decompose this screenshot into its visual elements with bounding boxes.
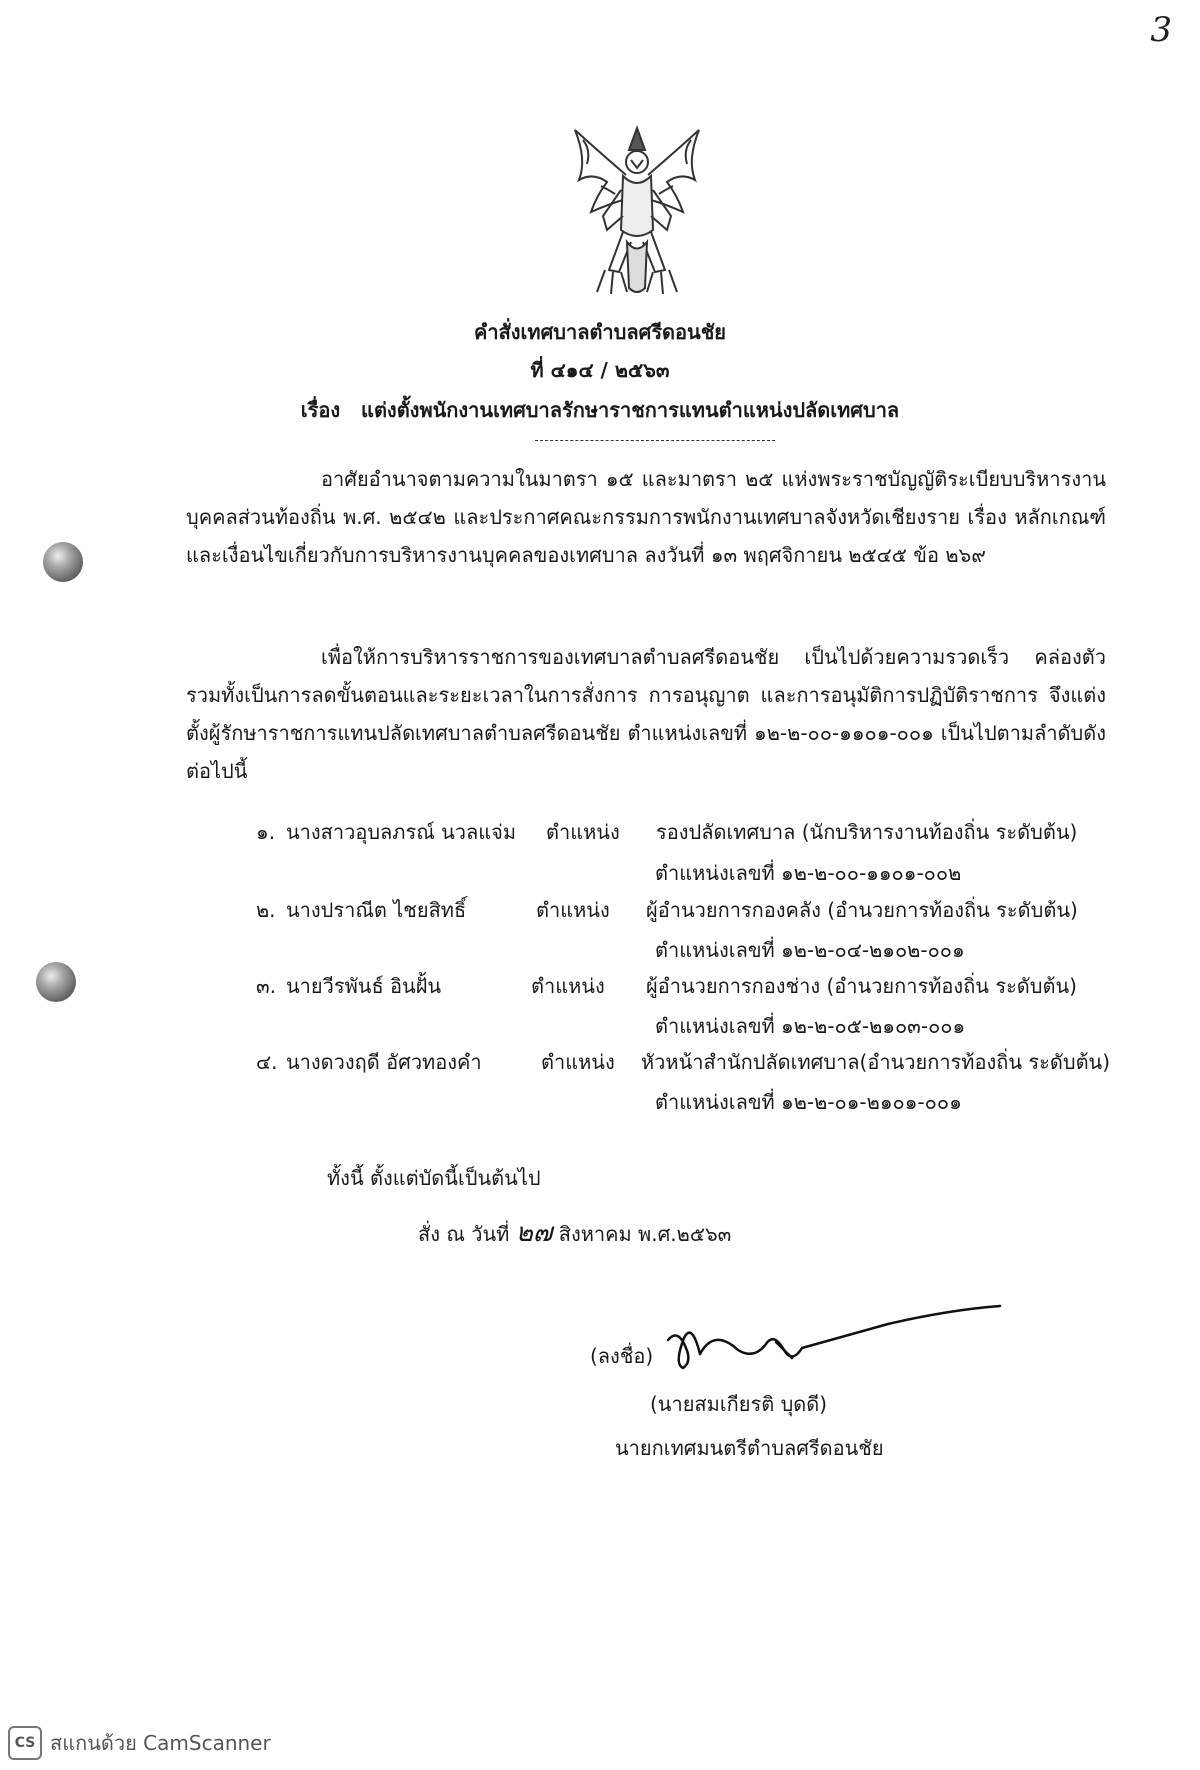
appointee-position: รองปลัดเทศบาล (นักบริหารงานท้องถิ่น ระดับต้น) (656, 820, 1078, 844)
given-month-year: สิงหาคม พ.ศ.๒๕๖๓ (558, 1222, 732, 1246)
order-number: ที่ ๔๑๔ / ๒๕๖๓ (530, 358, 670, 382)
position-number: ตำแหน่งเลขที่ ๑๒-๒-๐๔-๒๑๐๒-๐๐๑ (655, 938, 965, 962)
appointee-position: ผู้อำนวยการกองคลัง (อำนวยการท้องถิ่น ระดับต้น) (646, 898, 1078, 922)
appointee-number: ๔. (256, 1050, 278, 1074)
appointee-number: ๓. (256, 974, 277, 998)
signer-name: (นายสมเกียรติ บุดดี) (650, 1392, 828, 1416)
position-label: ตำแหน่ง (541, 1050, 615, 1074)
camscanner-logo-icon: CS (8, 1726, 42, 1760)
punch-hole-top (43, 542, 83, 582)
signer-title: นายกเทศมนตรีตำบลศรีดอนชัย (615, 1436, 884, 1460)
paragraph-authority (186, 460, 1106, 574)
appointee-position: ผู้อำนวยการกองช่าง (อำนวยการท้องถิ่น ระดับต้น) (646, 974, 1077, 998)
title-divider (535, 440, 775, 441)
appointee-name: นางปราณีต ไชยสิทธิ์ (286, 898, 467, 922)
signature-label: (ลงชื่อ) (590, 1344, 654, 1368)
effective-statement: ทั้งนี้ ตั้งแต่บัดนี้เป็นต้นไป (327, 1166, 541, 1190)
position-number: ตำแหน่งเลขที่ ๑๒-๒-๐๑-๒๑๐๑-๐๐๑ (655, 1090, 962, 1114)
appointee-name: นางดวงฤดี อัศวทองคำ (286, 1050, 482, 1074)
position-label: ตำแหน่ง (536, 898, 610, 922)
page-number: 3 (1150, 10, 1172, 50)
appointee-position: หัวหน้าสำนักปลัดเทศบาล(อำนวยการท้องถิ่น ระดับต้น) (641, 1050, 1111, 1074)
scanner-watermark (8, 1726, 271, 1760)
appointee-name: นางสาวอุบลภรณ์ นวลแจ่ม (286, 820, 517, 844)
garuda-emblem-icon (557, 120, 717, 300)
position-label: ตำแหน่ง (546, 820, 620, 844)
appointee-number: ๑. (256, 820, 276, 844)
order-subject (0, 394, 1200, 426)
given-date (418, 1212, 731, 1253)
position-label: ตำแหน่ง (531, 974, 605, 998)
given-prefix: สั่ง ณ วันที่ (418, 1222, 510, 1246)
scanner-text: สแกนด้วย CamScanner (50, 1731, 271, 1755)
position-number: ตำแหน่งเลขที่ ๑๒-๒-๐๕-๒๑๐๓-๐๐๑ (655, 1014, 966, 1038)
given-day: ๒๗ (515, 1218, 553, 1248)
appointee-name: นายวีรพันธ์ อินฝั้น (286, 974, 442, 998)
appointee-number: ๒. (256, 898, 276, 922)
paragraph-purpose (186, 638, 1106, 790)
paragraph-authority-text: อาศัยอำนาจตามความในมาตรา ๑๕ และมาตรา ๒๕ แห่งพระราชบัญญัติระเบียบบริหารงานบุคคลส่วนท้องถิ่น พ.ศ. ๒๕๔๒ และประกาศคณะกรรมการพนักงานเทศบาลจังหวัดเชียงราย เรื่อง หลักเกณฑ์และเงื่อนไขเกี่ยวกับการบริหารงานบุคคลของเทศบาล ลงวันที่ ๑๓ พฤศจิกายน ๒๕๔๕ ข้อ ๒๖๙ (186, 467, 1106, 567)
position-number: ตำแหน่งเลขที่ ๑๒-๒-๐๐-๑๑๐๑-๐๐๒ (655, 861, 962, 885)
order-title: คำสั่งเทศบาลตำบลศรีดอนชัย (473, 320, 727, 344)
punch-hole-bottom (36, 962, 76, 1002)
paragraph-purpose-text: เพื่อให้การบริหารราชการของเทศบาลตำบลศรีดอนชัย เป็นไปด้วยความรวดเร็ว คล่องตัว รวมทั้งเป็นการลดขั้นตอนและระยะเวลาในการสั่งการ การอนุญาต และการอนุมัติการปฏิบัติราชการ จึงแต่งตั้งผู้รักษาราชการแทนปลัดเทศบาลตำบลศรีดอนชัย ตำแหน่งเลขที่ ๑๒-๒-๐๐-๑๑๐๑-๐๐๑ เป็นไปตามลำดับดังต่อไปนี้ (186, 645, 1106, 783)
subject-text: แต่งตั้งพนักงานเทศบาลรักษาราชการแทนตำแหน่งปลัดเทศบาล (361, 398, 900, 422)
subject-label: เรื่อง (300, 398, 341, 422)
